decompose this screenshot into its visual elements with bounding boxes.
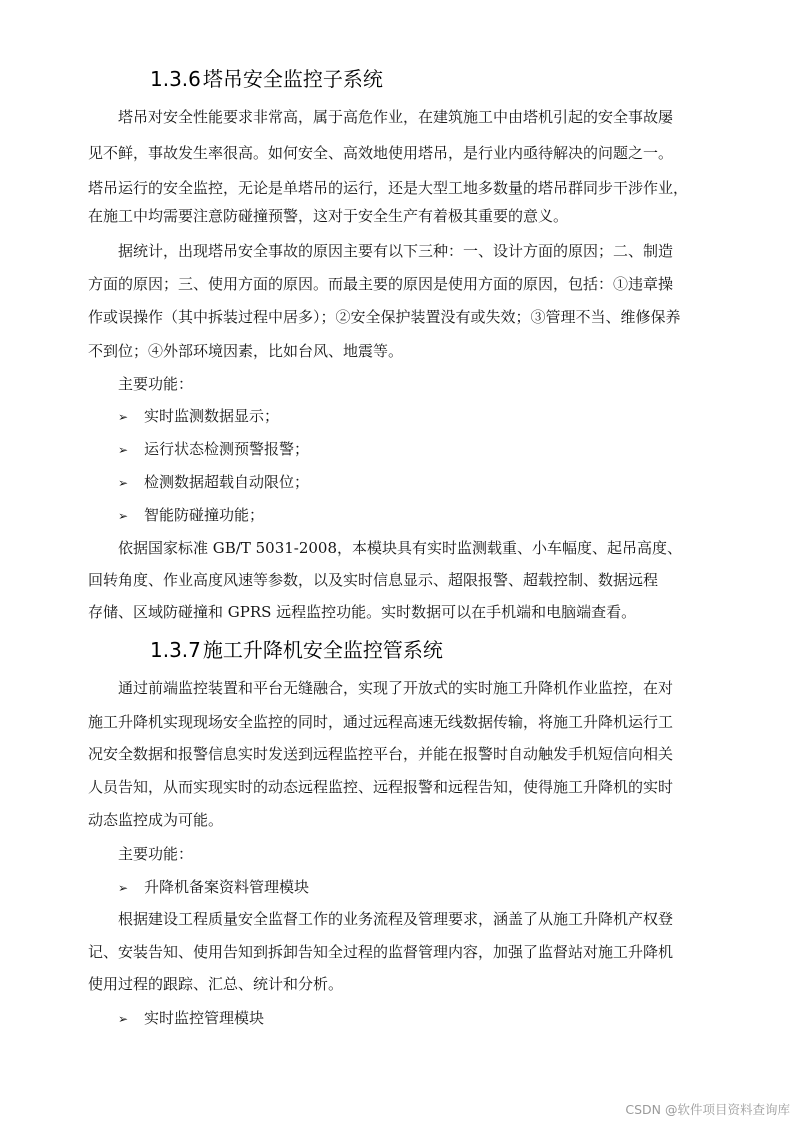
list-item: ➢ 检测数据超载自动限位； <box>118 471 309 494</box>
list-item: ➢ 实时监测数据显示； <box>118 405 279 428</box>
bullet-arrow-icon: ➢ <box>118 410 129 424</box>
list-item: ➢ 实时监控管理模块 <box>118 1007 264 1030</box>
functions-label: 主要功能： <box>118 375 194 393</box>
paragraph-line: 存储、区域防碰撞和 GPRS 远程监控功能。实时数据可以在手机端和电脑端查看。 <box>88 603 637 621</box>
list-item: ➢ 运行状态检测预警报警； <box>118 438 309 461</box>
bullet-arrow-icon: ➢ <box>118 476 129 490</box>
paragraph-line: 依据国家标准 GB/T 5031-2008，本模块具有实时监测载重、小车幅度、起吊高度、 <box>118 539 683 557</box>
paragraph-line: 在施工中均需要注意防碰撞预警，这对于安全生产有着极其重要的意义。 <box>88 207 569 225</box>
list-item: ➢ 升降机备案资料管理模块 <box>118 876 309 899</box>
paragraph-line: 塔吊对安全性能要求非常高，属于高危作业，在建筑施工中由塔机引起的安全事故屡 <box>118 108 674 126</box>
paragraph-line: 回转角度、作业高度风速等参数，以及实时信息显示、超限报警、超载控制、数据远程 <box>88 571 659 589</box>
paragraph-line: 见不鲜，事故发生率很高。如何安全、高效地使用塔吊，是行业内亟待解决的问题之一。 <box>88 144 674 162</box>
paragraph-line: 根据建设工程质量安全监督工作的业务流程及管理要求，涵盖了从施工升降机产权登 <box>118 910 674 928</box>
paragraph-line: 动态监控成为可能。 <box>88 811 224 829</box>
functions-label: 主要功能： <box>118 845 194 863</box>
paragraph-line: 记、安装告知、使用告知到拆卸告知全过程的监督管理内容，加强了监督站对施工升降机 <box>88 943 674 961</box>
paragraph-line: 据统计，出现塔吊安全事故的原因主要有以下三种：一、设计方面的原因；二、制造 <box>118 242 674 260</box>
bullet-arrow-icon: ➢ <box>118 1012 129 1026</box>
section-heading-1-3-6 <box>150 66 383 92</box>
list-item: ➢ 智能防碰撞功能； <box>118 504 264 527</box>
section-title: 塔吊安全监控子系统 <box>202 67 383 91</box>
paragraph-line: 塔吊运行的安全监控，无论是单塔吊的运行，还是大型工地多数量的塔吊群同步干涉作业， <box>88 179 689 197</box>
paragraph-line: 不到位；④外部环境因素，比如台风、地震等。 <box>88 342 404 360</box>
paragraph-line: 人员告知，从而实现实时的动态远程监控、远程报警和远程告知，使得施工升降机的实时 <box>88 778 674 796</box>
section-heading-1-3-7 <box>150 637 443 663</box>
csdn-watermark: CSDN @软件项目资料查询库 <box>625 1102 790 1117</box>
section-title: 施工升降机安全监控管系统 <box>202 638 443 662</box>
paragraph-line: 作或误操作（其中拆装过程中居多）；②安全保护装置没有或失效；③管理不当、维修保养 <box>88 308 681 326</box>
bullet-arrow-icon: ➢ <box>118 881 129 895</box>
paragraph-line: 方面的原因；三、使用方面的原因。而最主要的原因是使用方面的原因，包括：①违章操 <box>88 275 674 293</box>
section-number: 1.3.6 <box>150 67 201 91</box>
paragraph-line: 况安全数据和报警信息实时发送到远程监控平台，并能在报警时自动触发手机短信向相关 <box>88 745 674 763</box>
paragraph-line: 施工升降机实现现场安全监控的同时，通过远程高速无线数据传输，将施工升降机运行工 <box>88 713 674 731</box>
paragraph-line: 使用过程的跟踪、汇总、统计和分析。 <box>88 975 344 993</box>
bullet-arrow-icon: ➢ <box>118 443 129 457</box>
bullet-arrow-icon: ➢ <box>118 509 129 523</box>
section-number: 1.3.7 <box>150 638 201 662</box>
paragraph-line: 通过前端监控装置和平台无缝融合，实现了开放式的实时施工升降机作业监控，在对 <box>118 679 674 697</box>
